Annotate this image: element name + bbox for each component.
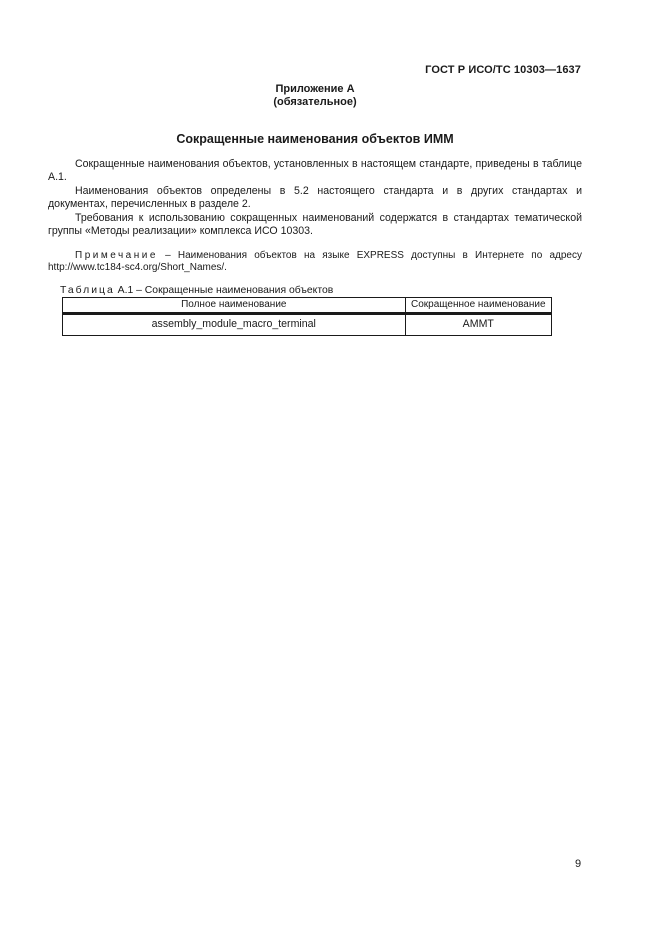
- annex-title: Приложение А: [275, 83, 355, 95]
- annex-status: (обязательное): [273, 96, 357, 108]
- table-caption: [60, 285, 333, 296]
- paragraph-1: [48, 158, 582, 184]
- note-label: Примечание: [75, 250, 158, 261]
- annex-heading: [0, 83, 630, 109]
- table-caption-label: Таблица: [60, 285, 115, 296]
- table-header-row: [63, 298, 552, 314]
- paragraph-2-text: Наименования объектов определены в 5.2 настоящего стандарта и в других стандартах и документах, перечисленных в разделе 2.: [48, 185, 582, 210]
- section-title: Сокращенные наименования объектов ИММ: [176, 132, 454, 146]
- paragraph-1-text: Сокращенные наименования объектов, установленных в настоящем стандарте, приведены в таблице А.1.: [48, 158, 582, 183]
- paragraph-2: [48, 185, 582, 211]
- note: [48, 250, 582, 274]
- short-names-table: [62, 297, 552, 336]
- paragraph-3: [48, 212, 582, 238]
- document-header-id: ГОСТ Р ИСО/ТС 10303—1637: [425, 64, 581, 76]
- note-text: Наименования объектов на языке EXPRESS доступны в Интернете по адресу http://www.tc184-sc4.org/Short_Names/.: [48, 250, 582, 273]
- table-row: [63, 314, 552, 336]
- paragraph-3-text: Требования к использованию сокращенных наименований содержатся в стандартах тематической группы «Методы реализации» комплекса ИСО 10303.: [48, 212, 582, 237]
- cell-short-name: AMMT: [405, 314, 551, 336]
- header-full-name: Полное наименование: [63, 298, 406, 314]
- note-dash: –: [157, 250, 178, 261]
- header-short-name: Сокращенное наименование: [405, 298, 551, 314]
- page-number: 9: [575, 858, 582, 870]
- cell-full-name: assembly_module_macro_terminal: [63, 314, 406, 336]
- table-caption-text: – Сокращенные наименования объектов: [133, 285, 334, 296]
- table-caption-number: А.1: [114, 285, 134, 296]
